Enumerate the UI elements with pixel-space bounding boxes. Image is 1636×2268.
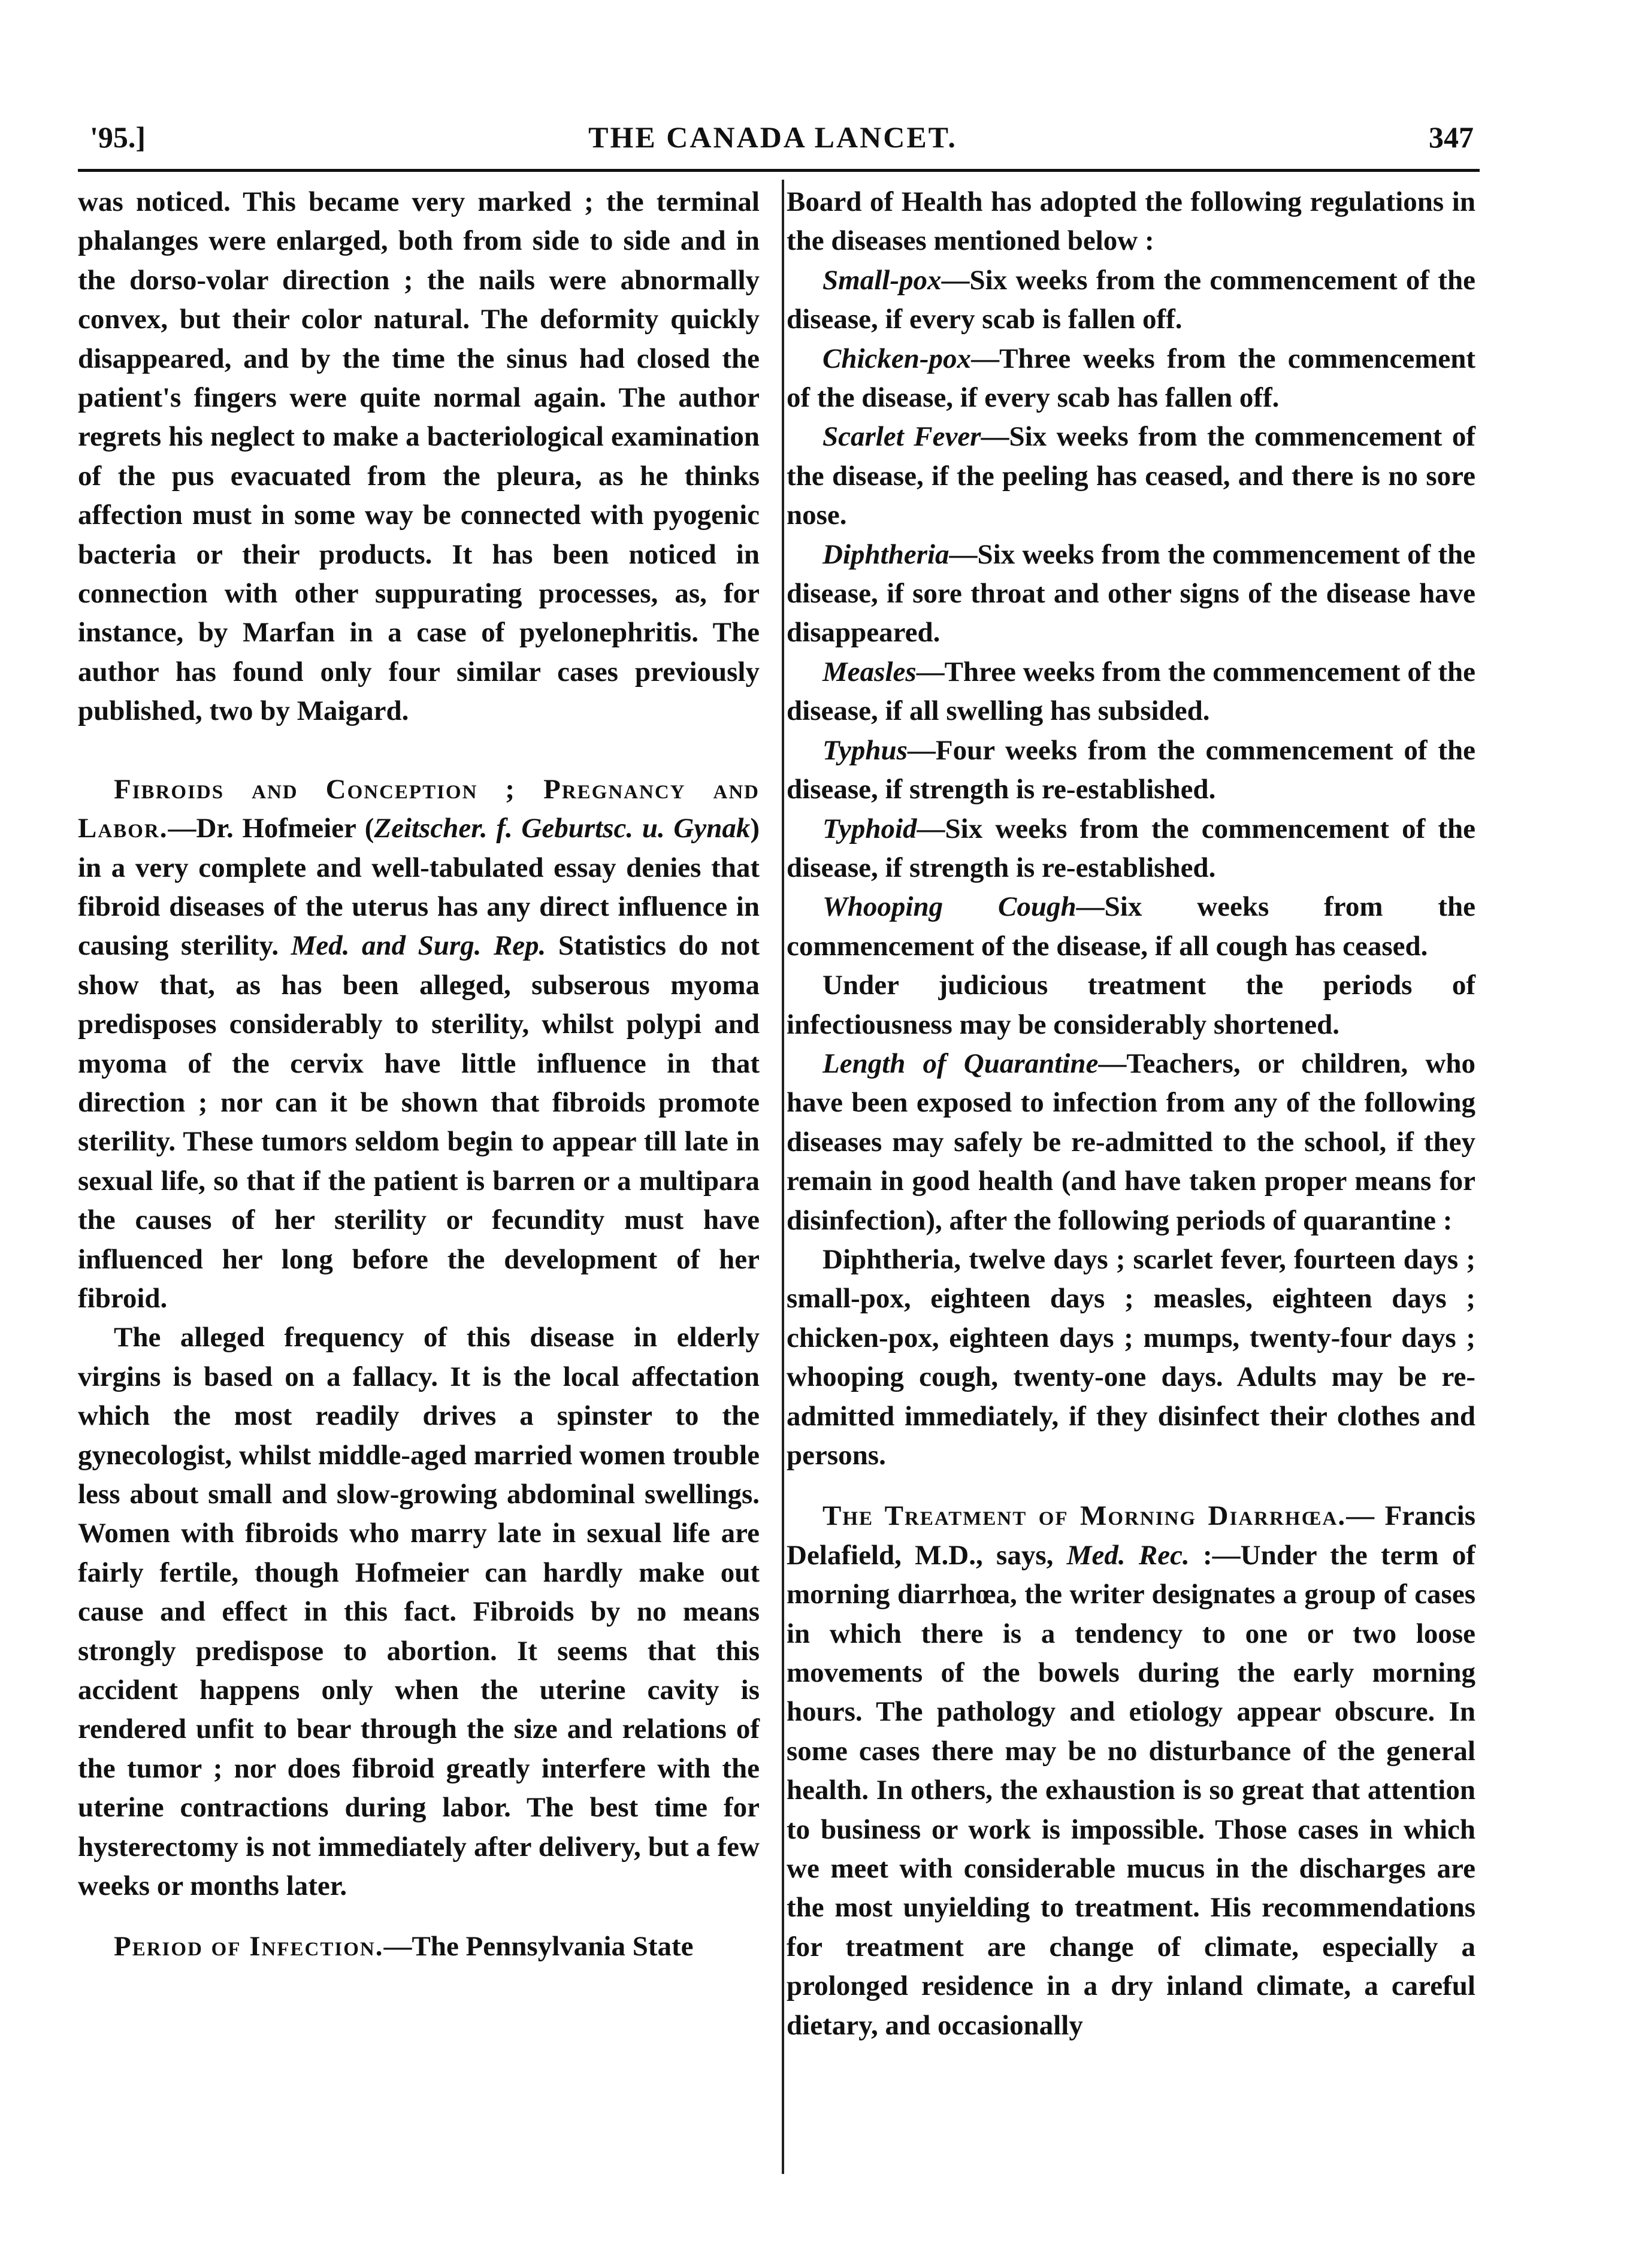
paragraph-quarantine-periods: Diphtheria, twelve days ; scarlet fever, fourteen days ; small-pox, eighteen days ; measles, eighteen days ; chicken-pox, eighteen days ; mumps, twenty-four days ; whooping cough, twenty-one days. Adults may be re-admitted immediately, if they disinfect their clothes and persons. xyxy=(787,1243,1475,1471)
regulation-item: Measles—Three weeks from the commencement of the disease, if all swelling has subsided. xyxy=(787,656,1475,727)
regulation-term: Diphtheria xyxy=(822,538,949,570)
header-page-number: 347 xyxy=(1429,120,1474,154)
reference-citation: Med. Rec. xyxy=(1066,1539,1190,1571)
paragraph-morning-diarrhoea: The Treatment of Morning Diarrhœa.— Francis Delafield, M.D., says, Med. Rec. :—Under the term of morning diarrhœa, the writer designates a group of cases in which there is a tendency to one or two loose movements of the bowels during the early morning hours. The pathology and etiology appear obscure. In some cases there may be no disturbance of the general health. In others, the exhaustion is so great that attention to business or work is impossible. Those cases in which we meet with considerable mucus in the discharges are the most unyielding to treatment. His recommendations for treatment are change of climate, especially a prolonged residence in a dry inland climate, a careful dietary, and occasionally xyxy=(787,1500,1475,2041)
quarantine-term: Length of Quarantine xyxy=(822,1047,1099,1079)
section-title-fibroids: Fibroids and Conception ; Pregnancy and Labor. xyxy=(78,773,760,844)
column-divider xyxy=(782,180,784,2174)
paragraph-length-of-quarantine: Length of Quarantine—Teachers, or children, who have been exposed to infection from any of the following diseases may safely be re-admitted to the school, if they remain in good health (and have taken proper means for disinfection), after the following periods of quarantine : xyxy=(787,1047,1475,1236)
regulation-item: Small-pox—Six weeks from the commencement of the disease, if every scab is fallen off. xyxy=(787,264,1475,335)
regulation-item: Diphtheria—Six weeks from the commencement of the disease, if sore throat and other signs of the disease have disappeared. xyxy=(787,538,1475,649)
left-column xyxy=(78,183,760,1967)
right-column xyxy=(787,183,1475,2045)
regulation-term: Small-pox xyxy=(822,264,942,296)
header-rule xyxy=(78,169,1480,172)
paragraph-alleged-frequency: The alleged frequency of this disease in elderly virgins is based on a fallacy. It is the local affectation which the most readily drives a spinster to the gynecologist, whilst middle-aged married women trouble less about small and slow-growing abdominal swellings. Women with fibroids who marry late in sexual life are fairly fertile, though Hofmeier can hardly make out cause and effect in this fact. Fibroids by no means strongly predispose to abortion. It seems that this accident happens only when the uterine cavity is rendered unfit to bear through the size and relations of the tumor ; nor does fibroid greatly interfere with the uterine contractions during labor. The best time for hysterectomy is not immediately after delivery, but a few weeks or months later. xyxy=(78,1322,760,1902)
paragraph-clubbing-continued: was noticed. This became very marked ; the terminal phalanges were enlarged, both from side to side and in the dorso-volar direction ; the nails were abnormally convex, but their color natural. The deformity quickly disappeared, and by the time the sinus had closed the patient's fingers were quite normal again. The author regrets his neglect to make a bacteriological examination of the pus evacuated from the pleura, as he thinks affection must in some way be connected with pyogenic bacteria or their products. It has been noticed in connection with other suppurating processes, as, for instance, by Marfan in a case of pyelonephritis. The author has found only four similar cases previously published, two by Maigard. xyxy=(78,186,760,727)
regulation-item: Typhoid—Six weeks from the commencement of the disease, if strength is re-established. xyxy=(787,813,1475,883)
paragraph-period-of-infection: Period of Infection.—The Pennsylvania State xyxy=(114,1931,694,1963)
regulation-item: Chicken-pox—Three weeks from the commencement of the disease, if every scab has fallen off. xyxy=(787,343,1475,414)
paragraph-fibroids: Fibroids and Conception ; Pregnancy and Labor.—Dr. Hofmeier (Zeitscher. f. Geburtsc. u. Gynak) in a very complete and well-tabulated essay denies that fibroid diseases of the uterus has any direct influence in causing sterility. Med. and Surg. Rep. Statistics do not show that, as has been alleged, subserous myoma predisposes considerably to sterility, whilst polypi and myoma of the cervix have little influence in that direction ; nor can it be shown that fibroids promote sterility. These tumors seldom begin to appear till late in sexual life, so that if the patient is barren or a multipara the causes of her sterility or fecundity must have influenced her long before the development of her fibroid. xyxy=(78,773,760,1314)
regulation-item: Whooping Cough—Six weeks from the commencement of the disease, if all cough has ceased. xyxy=(787,891,1475,962)
regulation-term: Whooping Cough xyxy=(822,891,1076,923)
regulation-term: Measles xyxy=(822,656,917,688)
source-citation: Zeitscher. f. Geburtsc. u. Gynak xyxy=(374,813,751,844)
section-title-period-of-infection: Period of Infection. xyxy=(114,1931,384,1963)
paragraph-board-of-health: Board of Health has adopted the following regulations in the diseases mentioned below : xyxy=(787,186,1475,257)
section-title-morning-diarrhoea: The Treatment of Morning Diarrhœa. xyxy=(822,1500,1347,1532)
reference-citation: Med. and Surg. Rep. xyxy=(291,930,546,962)
regulation-item: Typhus—Four weeks from the commencement of the disease, if strength is re-established. xyxy=(787,734,1475,806)
regulation-item: Scarlet Fever—Six weeks from the commencement of the disease, if the peeling has ceased, and there is no sore nose. xyxy=(787,421,1475,531)
header-journal-title: THE CANADA LANCET. xyxy=(588,120,957,154)
regulation-term: Scarlet Fever xyxy=(822,421,981,453)
header-issue: '95.] xyxy=(90,120,146,154)
regulation-term: Typhus xyxy=(822,734,908,766)
regulation-term: Chicken-pox xyxy=(822,343,972,374)
running-header xyxy=(66,114,1480,168)
paragraph-judicious-treatment: Under judicious treatment the periods of infectiousness may be considerably shortened. xyxy=(787,970,1475,1040)
regulation-term: Typhoid xyxy=(822,813,917,844)
